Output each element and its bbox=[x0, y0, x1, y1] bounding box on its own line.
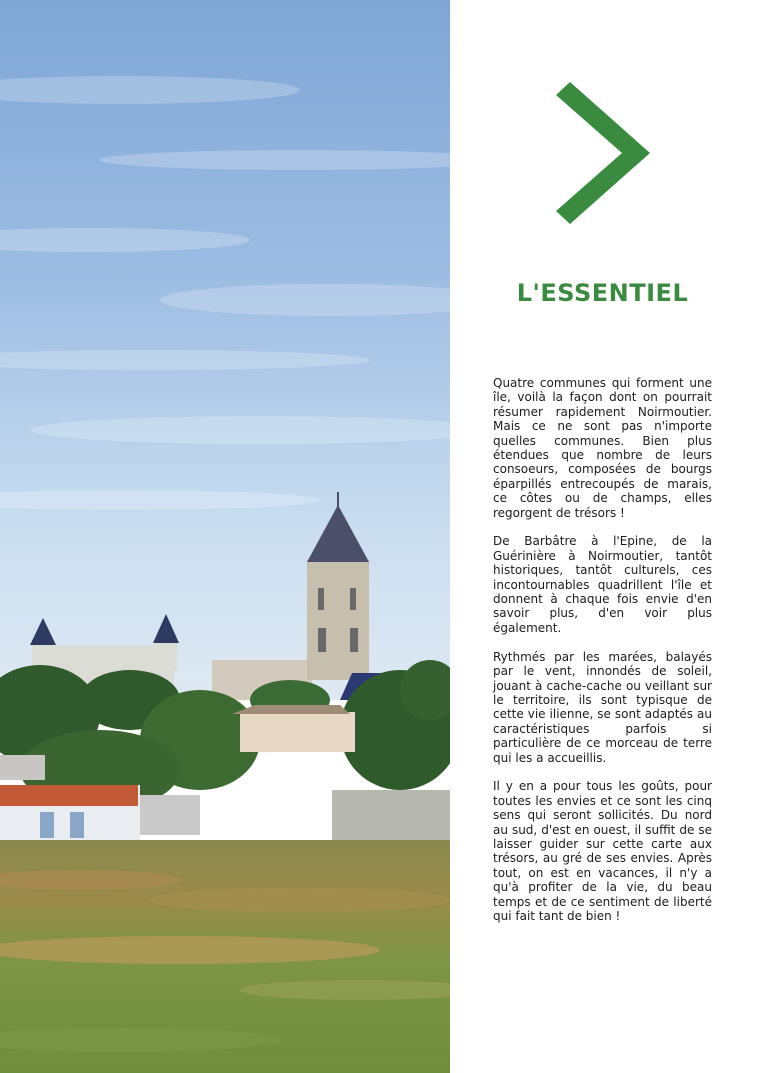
paragraph: Il y en a pour tous les goûts, pour toutes les envies et ce sont les cinq sens qui seront sollicités. Du nord au sud, d'est en ouest, il suffit de se laisser guider sur cette carte aux trésors, au gré de ses envies. Après tout, on est en vacances, il n'y a qu'à profiter de la vie, du beau temps et de ce sentiment de liberté qui fait tant de bien ! bbox=[493, 779, 712, 923]
intro-text bbox=[493, 376, 712, 923]
paragraph: De Barbâtre à l'Epine, de la Guérinière à Noirmoutier, tantôt historiques, tantôt culturels, ces incontournables quadrillent l'île et donnent à chaque fois envie d'en savoir plus, d'en voir plus également. bbox=[493, 534, 712, 635]
paragraph: Quatre communes qui forment une île, voilà la façon dont on pourrait résumer rapidement Noirmoutier. Mais ce ne sont pas n'importe quelles communes. Bien plus étendues que nombre de leurs consoeurs, composées de bourgs éparpillés entrecoupés de marais, ce côtes ou de champs, elles regorgent de trésors ! bbox=[493, 376, 712, 520]
chevron-right-icon bbox=[556, 82, 650, 224]
sky bbox=[0, 0, 450, 700]
paragraph: Rythmés par les marées, balayés par le vent, innondés de soleil, jouant à cache-cache ou veillant sur le territoire, ils sont typisque de cette vie ilienne, se sont adaptés au caractéristiques parfois si particulière de ce morceau de terre qui les a accueillis. bbox=[493, 649, 712, 765]
section-title: L'ESSENTIEL bbox=[516, 279, 689, 307]
